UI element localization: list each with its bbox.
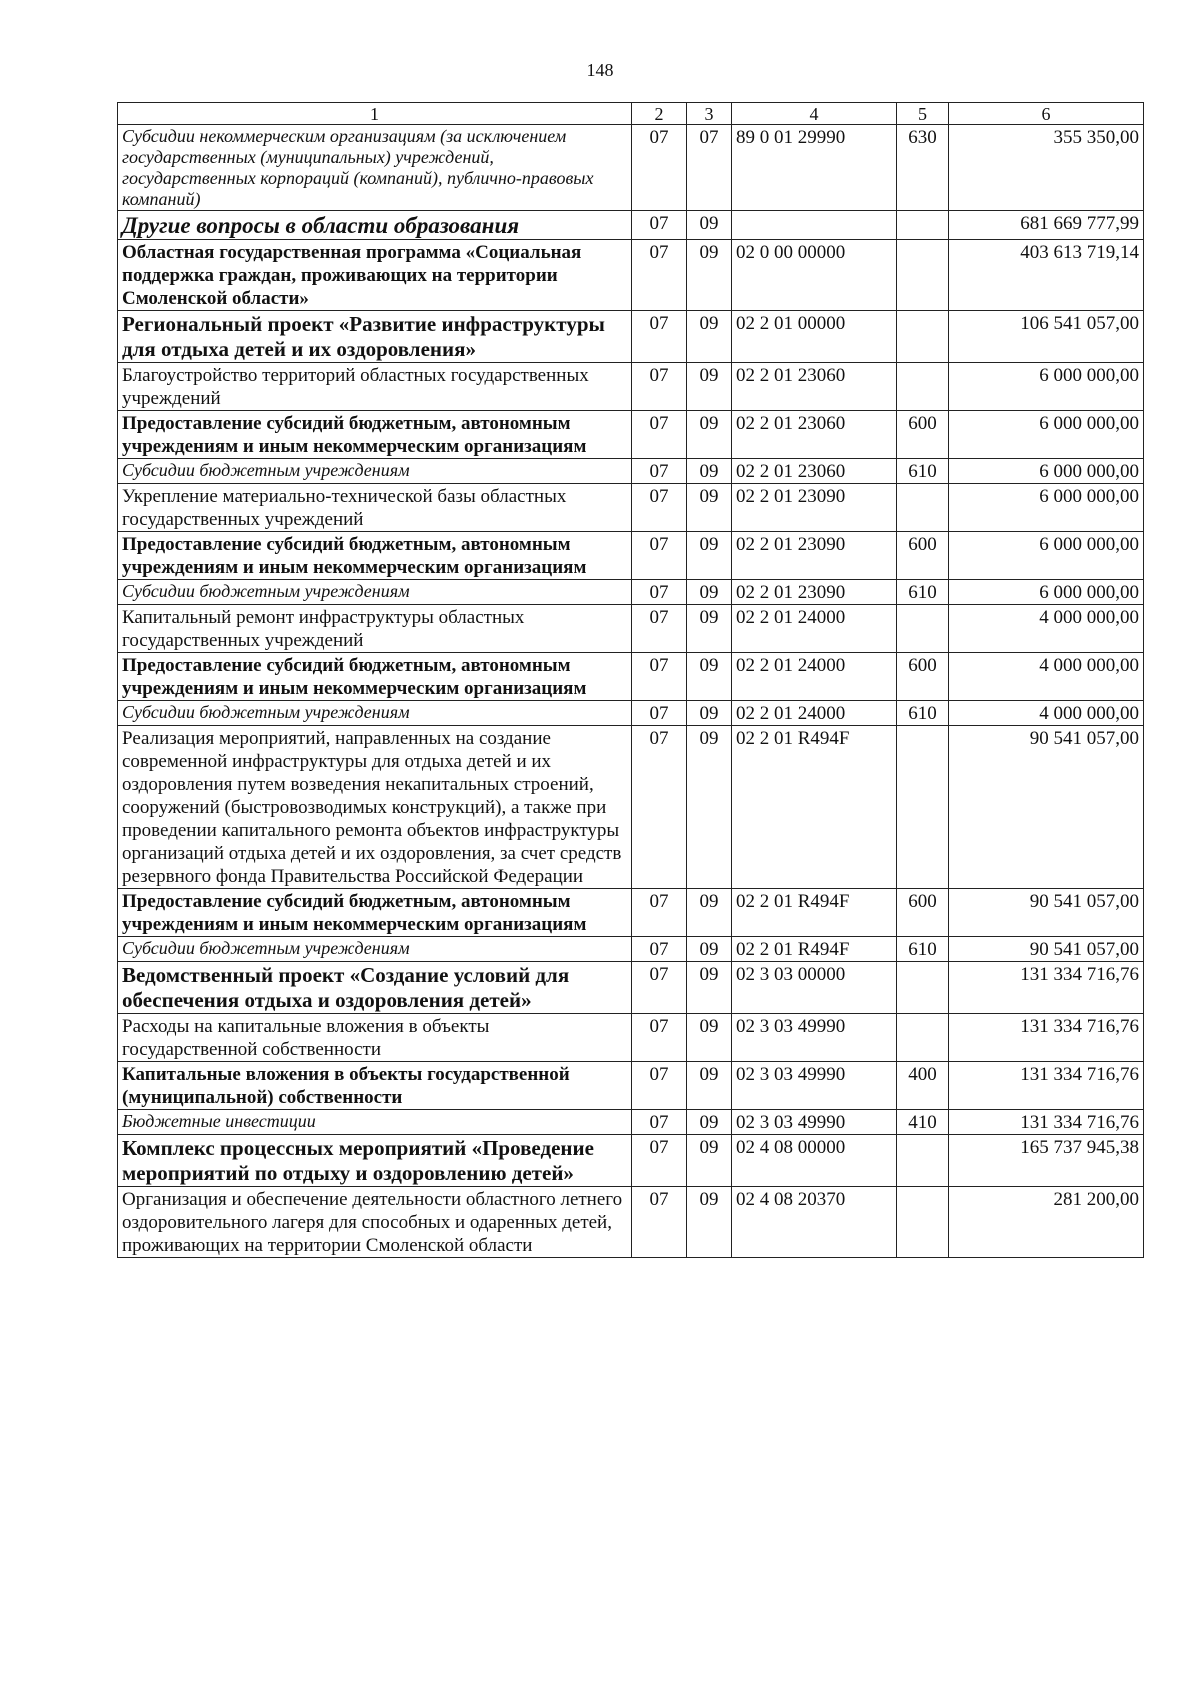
- row-target-code-cell: 02 2 01 23090: [732, 484, 897, 532]
- row-target-code-cell: 02 2 01 R494F: [732, 726, 897, 889]
- row-section-cell: 07: [632, 532, 687, 580]
- budget-table: [117, 102, 1144, 1258]
- row-amount-cell: 4 000 000,00: [949, 653, 1144, 701]
- row-subsection-cell: 07: [687, 125, 732, 211]
- row-expense-type-cell: [897, 1014, 949, 1062]
- row-subsection-cell: 09: [687, 363, 732, 411]
- table-body: [118, 125, 1144, 1258]
- row-name-cell: Субсидии бюджетным учреждениям: [118, 459, 632, 484]
- row-target-code-cell: 02 3 03 49990: [732, 1110, 897, 1135]
- row-name-cell: Субсидии бюджетным учреждениям: [118, 701, 632, 726]
- row-name-cell: Субсидии некоммерческим организациям (за исключением государственных (муниципальных) учреждений, государственных корпораций (компаний), публично-правовых компаний): [118, 125, 632, 211]
- row-section-cell: 07: [632, 889, 687, 937]
- row-name-cell: Реализация мероприятий, направленных на создание современной инфраструктуры для отдыха детей и их оздоровления путем возведения некапитальных строений, сооружений (быстровозводимых конструкций), а также при проведении капитального ремонта объектов инфраструктуры организаций отдыха детей и их оздоровления, за счет средств резервного фонда Правительства Российской Федерации: [118, 726, 632, 889]
- row-subsection-cell: 09: [687, 1110, 732, 1135]
- table-row: [118, 1110, 1144, 1135]
- row-section-cell: 07: [632, 1135, 687, 1187]
- row-amount-cell: 403 613 719,14: [949, 240, 1144, 311]
- row-subsection-cell: 09: [687, 726, 732, 889]
- row-subsection-cell: 09: [687, 411, 732, 459]
- row-expense-type-cell: 600: [897, 532, 949, 580]
- row-section-cell: 07: [632, 962, 687, 1014]
- row-amount-cell: 90 541 057,00: [949, 937, 1144, 962]
- row-subsection-cell: 09: [687, 211, 732, 240]
- row-subsection-cell: 09: [687, 311, 732, 363]
- table-row: [118, 240, 1144, 311]
- row-name-cell: Расходы на капитальные вложения в объекты государственной собственности: [118, 1014, 632, 1062]
- row-name-cell: Организация и обеспечение деятельности областного летнего оздоровительного лагеря для способных и одаренных детей, проживающих на территории Смоленской области: [118, 1187, 632, 1258]
- row-subsection-cell: 09: [687, 889, 732, 937]
- row-name-cell: Предоставление субсидий бюджетным, автономным учреждениям и иным некоммерческим организациям: [118, 411, 632, 459]
- row-target-code-cell: 02 3 03 49990: [732, 1062, 897, 1110]
- row-amount-cell: 6 000 000,00: [949, 411, 1144, 459]
- row-expense-type-cell: 600: [897, 411, 949, 459]
- row-expense-type-cell: [897, 240, 949, 311]
- row-section-cell: 07: [632, 1187, 687, 1258]
- row-name-cell: Капитальные вложения в объекты государственной (муниципальной) собственности: [118, 1062, 632, 1110]
- row-target-code-cell: 02 3 03 49990: [732, 1014, 897, 1062]
- row-section-cell: 07: [632, 1014, 687, 1062]
- row-subsection-cell: 09: [687, 484, 732, 532]
- row-target-code-cell: 02 2 01 00000: [732, 311, 897, 363]
- table-row: [118, 1187, 1144, 1258]
- row-expense-type-cell: 610: [897, 459, 949, 484]
- header-col-2: 2: [632, 103, 687, 125]
- row-section-cell: 07: [632, 726, 687, 889]
- table-row: [118, 459, 1144, 484]
- row-section-cell: 07: [632, 125, 687, 211]
- table-row: [118, 1014, 1144, 1062]
- row-name-cell: Субсидии бюджетным учреждениям: [118, 580, 632, 605]
- row-target-code-cell: 02 3 03 00000: [732, 962, 897, 1014]
- row-amount-cell: 90 541 057,00: [949, 726, 1144, 889]
- header-row: [118, 103, 1144, 125]
- row-subsection-cell: 09: [687, 532, 732, 580]
- row-expense-type-cell: [897, 962, 949, 1014]
- table-row: [118, 653, 1144, 701]
- table-row: [118, 889, 1144, 937]
- row-name-cell: Бюджетные инвестиции: [118, 1110, 632, 1135]
- row-expense-type-cell: [897, 211, 949, 240]
- row-section-cell: 07: [632, 411, 687, 459]
- row-target-code-cell: 89 0 01 29990: [732, 125, 897, 211]
- row-expense-type-cell: 600: [897, 653, 949, 701]
- row-section-cell: 07: [632, 580, 687, 605]
- table-row: [118, 125, 1144, 211]
- row-target-code-cell: 02 2 01 R494F: [732, 889, 897, 937]
- table-row: [118, 605, 1144, 653]
- row-name-cell: Укрепление материально-технической базы областных государственных учреждений: [118, 484, 632, 532]
- row-subsection-cell: 09: [687, 653, 732, 701]
- row-name-cell: Субсидии бюджетным учреждениям: [118, 937, 632, 962]
- table-row: [118, 962, 1144, 1014]
- row-subsection-cell: 09: [687, 459, 732, 484]
- row-expense-type-cell: 600: [897, 889, 949, 937]
- row-target-code-cell: 02 2 01 23090: [732, 580, 897, 605]
- row-target-code-cell: 02 2 01 R494F: [732, 937, 897, 962]
- page-number: 148: [586, 60, 614, 80]
- row-name-cell: Ведомственный проект «Создание условий для обеспечения отдыха и оздоровления детей»: [118, 962, 632, 1014]
- row-subsection-cell: 09: [687, 1014, 732, 1062]
- row-subsection-cell: 09: [687, 1187, 732, 1258]
- row-amount-cell: 4 000 000,00: [949, 701, 1144, 726]
- row-section-cell: 07: [632, 459, 687, 484]
- row-amount-cell: 6 000 000,00: [949, 484, 1144, 532]
- row-target-code-cell: 02 4 08 00000: [732, 1135, 897, 1187]
- header-col-4: 4: [732, 103, 897, 125]
- header-col-6: 6: [949, 103, 1144, 125]
- row-section-cell: 07: [632, 484, 687, 532]
- row-amount-cell: 6 000 000,00: [949, 459, 1144, 484]
- row-expense-type-cell: 610: [897, 937, 949, 962]
- row-expense-type-cell: [897, 363, 949, 411]
- row-amount-cell: 681 669 777,99: [949, 211, 1144, 240]
- row-target-code-cell: 02 2 01 23060: [732, 363, 897, 411]
- row-name-cell: Предоставление субсидий бюджетным, автономным учреждениям и иным некоммерческим организациям: [118, 653, 632, 701]
- row-expense-type-cell: 610: [897, 580, 949, 605]
- row-target-code-cell: [732, 211, 897, 240]
- row-section-cell: 07: [632, 1062, 687, 1110]
- row-expense-type-cell: 610: [897, 701, 949, 726]
- row-expense-type-cell: [897, 1135, 949, 1187]
- row-section-cell: 07: [632, 605, 687, 653]
- row-expense-type-cell: [897, 311, 949, 363]
- row-target-code-cell: 02 2 01 23060: [732, 459, 897, 484]
- row-amount-cell: 106 541 057,00: [949, 311, 1144, 363]
- row-expense-type-cell: 410: [897, 1110, 949, 1135]
- row-section-cell: 07: [632, 701, 687, 726]
- row-amount-cell: 165 737 945,38: [949, 1135, 1144, 1187]
- row-amount-cell: 90 541 057,00: [949, 889, 1144, 937]
- row-section-cell: 07: [632, 937, 687, 962]
- row-target-code-cell: 02 2 01 23060: [732, 411, 897, 459]
- row-subsection-cell: 09: [687, 1062, 732, 1110]
- row-subsection-cell: 09: [687, 1135, 732, 1187]
- table-row: [118, 1135, 1144, 1187]
- row-name-cell: Региональный проект «Развитие инфраструктуры для отдыха детей и их оздоровления»: [118, 311, 632, 363]
- row-expense-type-cell: 400: [897, 1062, 949, 1110]
- row-expense-type-cell: [897, 605, 949, 653]
- row-target-code-cell: 02 2 01 23090: [732, 532, 897, 580]
- row-target-code-cell: 02 4 08 20370: [732, 1187, 897, 1258]
- row-amount-cell: 355 350,00: [949, 125, 1144, 211]
- table-row: [118, 580, 1144, 605]
- row-section-cell: 07: [632, 211, 687, 240]
- row-name-cell: Благоустройство территорий областных государственных учреждений: [118, 363, 632, 411]
- row-target-code-cell: 02 2 01 24000: [732, 653, 897, 701]
- row-name-cell: Предоставление субсидий бюджетным, автономным учреждениям и иным некоммерческим организациям: [118, 889, 632, 937]
- row-section-cell: 07: [632, 1110, 687, 1135]
- row-amount-cell: 6 000 000,00: [949, 580, 1144, 605]
- header-col-3: 3: [687, 103, 732, 125]
- table-row: [118, 363, 1144, 411]
- table-row: [118, 532, 1144, 580]
- row-subsection-cell: 09: [687, 701, 732, 726]
- row-target-code-cell: 02 2 01 24000: [732, 701, 897, 726]
- row-name-cell: Комплекс процессных мероприятий «Проведение мероприятий по отдыху и оздоровлению детей»: [118, 1135, 632, 1187]
- row-target-code-cell: 02 2 01 24000: [732, 605, 897, 653]
- row-amount-cell: 4 000 000,00: [949, 605, 1144, 653]
- row-name-cell: Капитальный ремонт инфраструктуры областных государственных учреждений: [118, 605, 632, 653]
- row-subsection-cell: 09: [687, 937, 732, 962]
- table-row: [118, 411, 1144, 459]
- row-expense-type-cell: 630: [897, 125, 949, 211]
- row-target-code-cell: 02 0 00 00000: [732, 240, 897, 311]
- row-name-cell: Другие вопросы в области образования: [118, 211, 632, 240]
- row-section-cell: 07: [632, 311, 687, 363]
- row-expense-type-cell: [897, 726, 949, 889]
- row-subsection-cell: 09: [687, 240, 732, 311]
- row-subsection-cell: 09: [687, 962, 732, 1014]
- row-amount-cell: 131 334 716,76: [949, 1014, 1144, 1062]
- row-name-cell: Предоставление субсидий бюджетным, автономным учреждениям и иным некоммерческим организациям: [118, 532, 632, 580]
- table-row: [118, 937, 1144, 962]
- table-row: [118, 1062, 1144, 1110]
- row-section-cell: 07: [632, 653, 687, 701]
- row-section-cell: 07: [632, 363, 687, 411]
- row-amount-cell: 6 000 000,00: [949, 363, 1144, 411]
- row-amount-cell: 131 334 716,76: [949, 1062, 1144, 1110]
- row-amount-cell: 6 000 000,00: [949, 532, 1144, 580]
- row-amount-cell: 131 334 716,76: [949, 962, 1144, 1014]
- table-row: [118, 484, 1144, 532]
- row-subsection-cell: 09: [687, 580, 732, 605]
- table-row: [118, 211, 1144, 240]
- row-expense-type-cell: [897, 1187, 949, 1258]
- row-name-cell: Областная государственная программа «Социальная поддержка граждан, проживающих на территории Смоленской области»: [118, 240, 632, 311]
- row-section-cell: 07: [632, 240, 687, 311]
- table-row: [118, 701, 1144, 726]
- row-expense-type-cell: [897, 484, 949, 532]
- header-col-1: 1: [118, 103, 632, 125]
- row-subsection-cell: 09: [687, 605, 732, 653]
- table-row: [118, 726, 1144, 889]
- header-col-5: 5: [897, 103, 949, 125]
- table-row: [118, 311, 1144, 363]
- row-amount-cell: 131 334 716,76: [949, 1110, 1144, 1135]
- row-amount-cell: 281 200,00: [949, 1187, 1144, 1258]
